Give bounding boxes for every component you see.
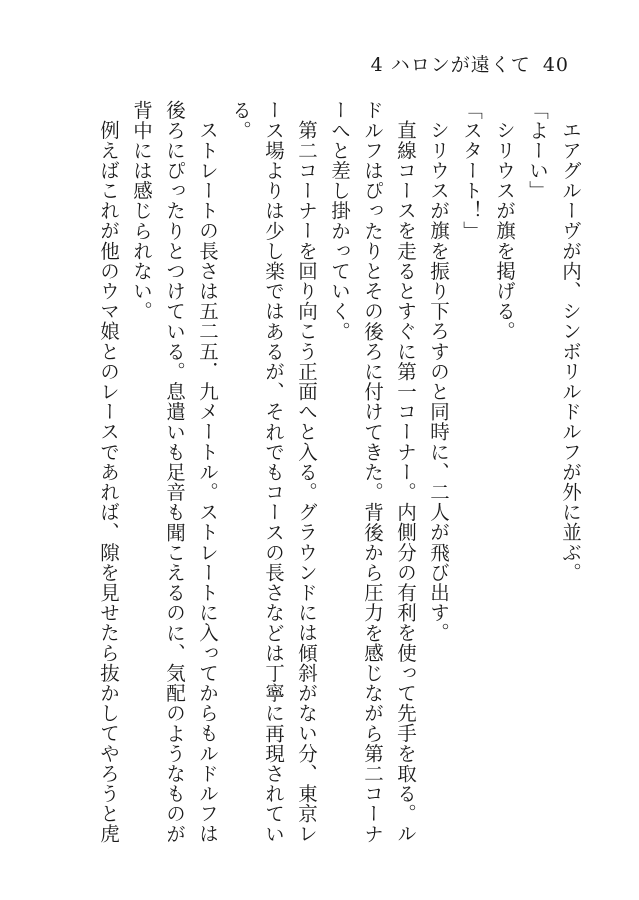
paragraph-3: シリウスが旗を掲げる。 xyxy=(493,119,516,341)
paragraph-5: シリウスが旗を振り下ろすのと同時に、二人が飛び出す。 xyxy=(427,119,450,643)
paragraph-4: 「スタート！」 xyxy=(460,100,483,241)
paragraph-7: 第二コーナーを回り向こう正面へと入る。グラウンドには傾斜がない分、東京レース場よりは少し楽ではあるが、それでもコースの長さなどは丁寧に再現されている。 xyxy=(229,100,318,844)
body-text xyxy=(92,100,587,860)
paragraph-6: 直線コースを走るとすぐに第一コーナー。内側分の有利を使って先手を取る。ルドルフはぴったりとその後ろに付けてきた。背後から圧力を感じながら第二コーナーへと差し掛かっていく。 xyxy=(328,100,417,844)
paragraph-8: ストレートの長さは五二五．九メートル。ストレートに入ってからもルドルフは後ろにぴったりとつけている。息遣いも足音も聞こえるのに、気配のようなものが背中には感じられない。 xyxy=(130,100,219,844)
chapter-title: 4 ハロンが遠くて xyxy=(370,54,531,76)
paragraph-1: エアグルーヴが内、シンボリルドルフが外に並ぶ。 xyxy=(559,119,582,582)
page-number: 40 xyxy=(542,54,569,76)
paragraph-9: 例えばこれが他のウマ娘とのレースであれば、隙を見せたら抜かしてやろうと虎 xyxy=(97,119,120,844)
running-header xyxy=(371,50,569,77)
paragraph-2: 「よーい」 xyxy=(526,100,549,201)
